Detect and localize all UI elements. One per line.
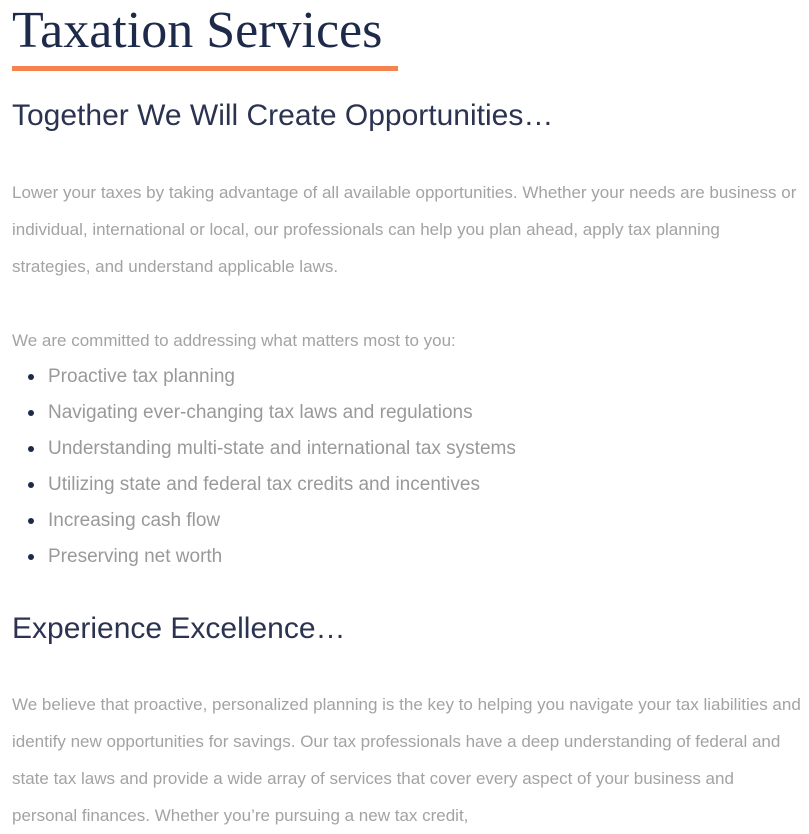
list-item	[12, 503, 516, 539]
page-title: Taxation Services	[12, 2, 383, 59]
bullet-dot-icon	[28, 446, 34, 452]
list-item-text: Preserving net worth	[48, 546, 223, 567]
bullet-dot-icon	[28, 374, 34, 380]
title-underline	[12, 66, 398, 71]
excellence-paragraph: We believe that proactive, personalized planning is the key to helping you navigate your tax liabilities and identify new opportunities for savings. Our tax professionals have a deep understanding of federal and state tax laws and provide a wide array of services that cover every aspect of your business and personal finances. Whether you’re pursuing a new tax credit,	[12, 695, 801, 825]
bullet-dot-icon	[28, 554, 34, 560]
intro-paragraph: Lower your taxes by taking advantage of all available opportunities. Whether your needs are business or individual, international or local, our professionals can help you plan ahead, apply tax planning strategies, and understand applicable laws.	[12, 183, 797, 276]
list-item-text: Increasing cash flow	[48, 510, 221, 531]
list-item	[12, 431, 516, 467]
section-heading-excellence: Experience Excellence…	[12, 612, 346, 645]
list-item-text: Understanding multi-state and international tax systems	[48, 438, 516, 459]
section-heading-opportunities: Together We Will Create Opportunities…	[12, 99, 554, 132]
list-item	[12, 395, 516, 431]
list-item-text: Proactive tax planning	[48, 366, 235, 387]
list-item-text: Utilizing state and federal tax credits and incentives	[48, 474, 480, 495]
bullet-dot-icon	[28, 410, 34, 416]
bullet-dot-icon	[28, 482, 34, 488]
bullet-dot-icon	[28, 518, 34, 524]
list-item-text: Navigating ever-changing tax laws and regulations	[48, 402, 473, 423]
list-item	[12, 539, 516, 575]
list-item	[12, 467, 516, 503]
list-item	[12, 359, 516, 395]
commitment-intro: We are committed to addressing what matters most to you:	[12, 331, 456, 350]
commitment-list	[12, 359, 516, 575]
